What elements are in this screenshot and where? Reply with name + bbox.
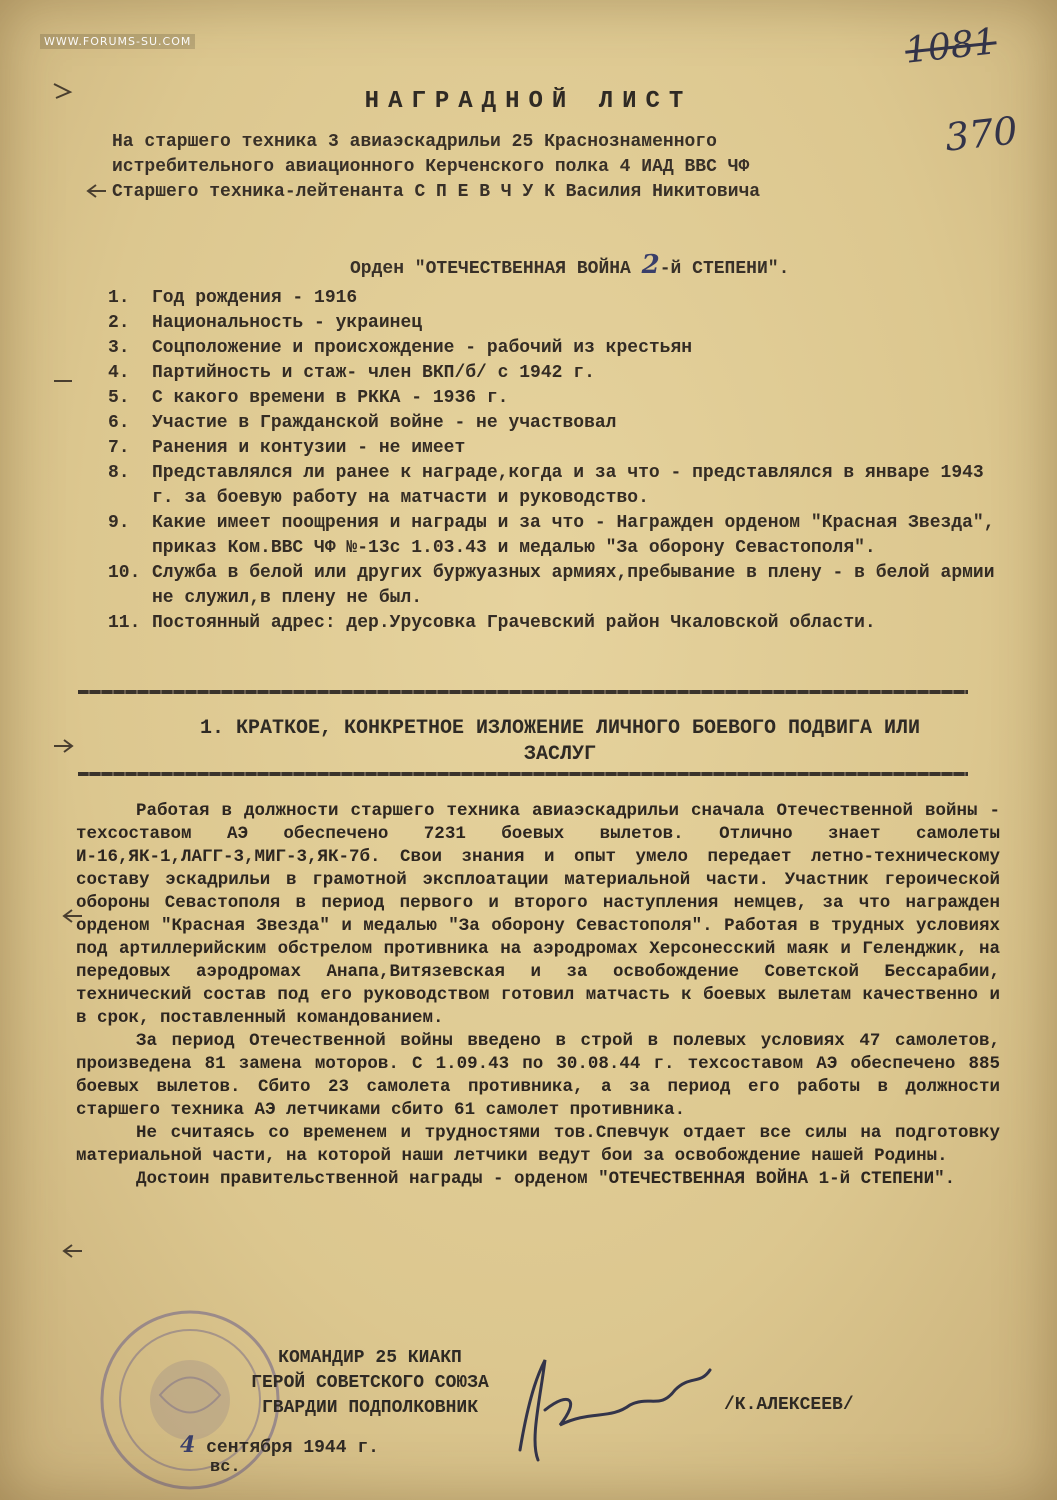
item-number: 2. [108,313,130,333]
date-text: сентября 1944 г. [195,1438,379,1458]
signatory-name: /К.АЛЕКСЕЕВ/ [724,1395,854,1415]
signature-line: ГВАРДИИ ПОДПОЛКОВНИК [261,1398,479,1418]
item-text: Ранения и контузии - не имеет [152,438,466,458]
body-paragraph: Работая в должности старшего техника авиаэскадрильи сначала Отечественной войны - техсоставом АЭ обеспечено 7231 боевых вылетов. Отлично знает самолеты И-16,ЯК-1,ЛАГГ-3,МИГ-3,ЯК-7б. Свои знания и опыт умело передает летно-техническому составу эскадрильи в грамотной эксплоатации материальной части. Участник героической обороны Севастополя в период первого и второго наступления немцев, за что награжден орденом "Красная Звезда" и медалью "За оборону Севастополя". Работая в трудных условиях под артиллерийским обстрелом противника на аэродромах Херсонесский маяк и Геленджик, на передовых аэродромах Анапа,Витязевская и за освобождение Советской Бессарабии, технический состав под его руководством готовил матчасть к боевых вылетам качественно и в срок, поставленный командованием. [76,801,1000,1028]
list-item [108,361,1008,386]
order-suffix: -й СТЕПЕНИ". [659,259,790,279]
commander-title-block [200,1346,540,1421]
item-number: 11. [108,613,141,633]
item-number: 8. [108,463,130,483]
divider [78,690,968,694]
list-item [108,336,1008,361]
item-number: 9. [108,513,130,533]
signature-line: ГЕРОЙ СОВЕТСКОГО СОЮЗА [251,1373,489,1393]
item-text: Какие имеет поощрения и награды и за что - Награжден орденом "Красная Звезда", приказ Ком.ВВС ЧФ №-13с 1.03.43 и медалью "За оборону Севастополя". [152,513,995,558]
list-item [108,436,1008,461]
item-number: 5. [108,388,130,408]
item-number: 10. [108,563,141,583]
item-number: 4. [108,363,130,383]
list-item [108,311,1008,336]
intro-line: На старшего техника 3 авиаэскадрильи 25 Краснознаменного [112,132,717,152]
document-title: НАГРАДНОЙ ЛИСТ [364,88,693,115]
pin-mark-icon [52,370,74,392]
list-item [108,286,1008,311]
handwritten-signature-icon [500,1330,720,1480]
item-text: Представлялся ли ранее к награде,когда и за что - представлялся в январе 1943 г. за боевую работу на матчасти и руководство. [152,463,984,508]
item-number: 7. [108,438,130,458]
item-text: Постоянный адрес: дер.Урусовка Грачевский район Чкаловской области. [152,613,876,633]
item-text: Партийность и стаж- член ВКП/б/ с 1942 г. [152,363,595,383]
order-degree-handwritten: 2 [641,250,660,280]
item-text: С какого времени в РККА - 1936 г. [152,388,509,408]
intro-block [112,130,992,205]
body-paragraph: Достоин правительственной награды - орденом "ОТЕЧЕСТВЕННАЯ ВОЙНА 1-й СТЕПЕНИ". [136,1169,956,1189]
list-item [108,511,1008,561]
intro-line: истребительного авиационного Керченского полка 4 ИАД ВВС ЧФ [112,157,750,177]
item-text: Соцположение и происхождение - рабочий из крестьян [152,338,693,358]
order-line [350,250,990,280]
list-item [108,561,1008,611]
pin-mark-icon [86,180,108,202]
intro-line: Старшего техника-лейтенанта С П Е В Ч У К Василия Никитовича [112,182,761,202]
body-paragraph: Не считаясь со временем и трудностями тов.Спевчук отдает все силы на подготовку материальной части, на которой наши летчики ведут бои за освобождение нашей Родины. [76,1123,1000,1166]
archive-number-crossed: 1081 [903,21,999,72]
signature-line: КОМАНДИР 25 КИАКП [278,1348,462,1368]
archive-number: 370 [942,108,1020,160]
divider [78,772,968,776]
item-number: 1. [108,288,130,308]
item-text: Год рождения - 1916 [152,288,358,308]
item-text: Национальность - украинец [152,313,423,333]
pin-mark-icon [52,735,74,757]
item-text: Служба в белой или других буржуазных армиях,пребывание в плену - в белой армии не служил,в плену не был. [152,563,995,608]
item-number: 6. [108,413,130,433]
list-item [108,461,1008,511]
questionnaire-list [108,286,1008,636]
item-text: Участие в Гражданской войне - не участвовал [152,413,617,433]
list-item [108,411,1008,436]
section-heading: 1. КРАТКОЕ, КОНКРЕТНОЕ ИЗЛОЖЕНИЕ ЛИЧНОГО БОЕВОГО ПОДВИГА ИЛИ ЗАСЛУГ [199,717,921,766]
order-prefix: Орден "ОТЕЧЕСТВЕННАЯ ВОЙНА [350,259,642,279]
list-item [108,611,1008,636]
watermark: WWW.FORUMS-SU.COM [40,34,195,49]
list-item [108,386,1008,411]
date-day-handwritten: 4 [180,1432,196,1458]
date-suffix: вс. [210,1458,241,1477]
body-paragraph: За период Отечественной войны введено в строй в полевых условиях 47 самолетов, произведена 81 замена моторов. С 1.09.43 по 30.08.44 г. техсоставом АЭ обеспечено 885 боевых вылетов. Сбито 23 самолета противника, а за период его работы в должности старшего техника АЭ летчиками сбито 61 самолет противника. [76,1031,1000,1120]
signature-date [180,1432,379,1458]
item-number: 3. [108,338,130,358]
merit-description [76,800,1000,1191]
pin-mark-icon [62,1240,84,1262]
